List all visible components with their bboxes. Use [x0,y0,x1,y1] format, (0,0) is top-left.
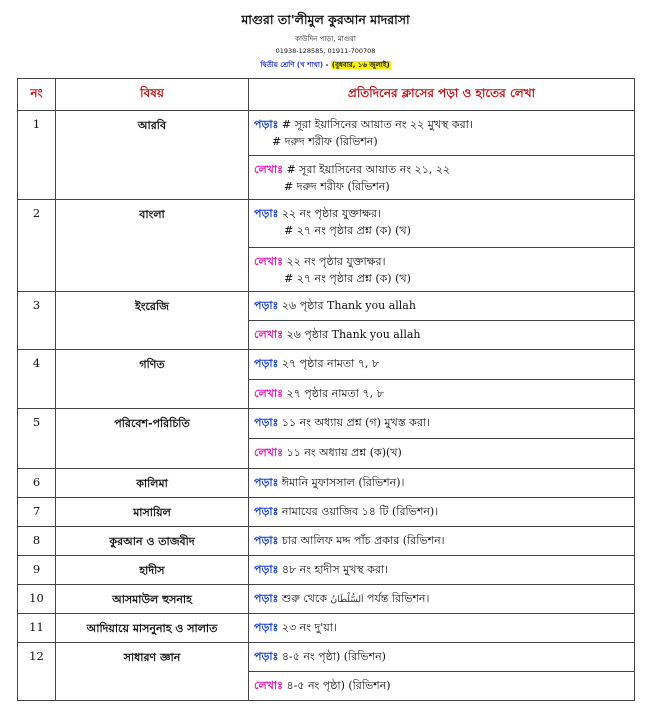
write-label: লেখাঃ [254,679,283,692]
read-cell [249,200,635,248]
table-row [18,409,635,439]
read-cell [249,498,635,527]
table-row [18,643,635,672]
row-subject: কুরআন ও তাজবীদ [56,527,249,556]
row-number: 10 [18,585,56,614]
read-cell [249,527,635,556]
date-label: (বুধবার, ১৬ জুলাই) [331,61,390,69]
header-task: প্রতিদিনের ক্লাসের পড়া ও হাতের লেখা [249,79,635,111]
write-label: লেখাঃ [254,163,283,176]
read-cell [249,643,635,672]
read-label: পড়াঃ [254,299,279,312]
row-subject: মাসায়িল [56,498,249,527]
write-label: লেখাঃ [254,328,283,341]
read-text: ৪৮ নং হাদীস মুখস্থ করা। [281,563,389,576]
read-text: ৪-৫ নং পৃষ্ঠা) (রিভিশন) [281,650,386,663]
write-text: ২২ নং পৃষ্ঠার যুক্তাক্ষর। [286,255,386,268]
read-cell [249,614,635,643]
write-label: লেখাঃ [254,255,283,268]
read-text: ২৩ নং দু'য়া। [281,621,337,634]
write-cell [249,380,635,409]
table-row [18,111,635,156]
row-subject: গণিত [56,350,249,409]
read-label: পড়াঃ [254,650,279,663]
table-header-row [18,79,635,111]
read-label: পড়াঃ [254,505,279,518]
row-number: 4 [18,350,56,409]
header-subject: বিষয় [56,79,249,111]
write-text-line2: # ২৭ নং পৃষ্ঠার প্রশ্ন (ক) (খ) [284,272,411,285]
read-cell [249,556,635,585]
read-text: চার আলিফ মদ্দ পাঁচ প্রকার (রিভিশন। [281,534,445,547]
class-separator: - [323,61,331,69]
write-label: লেখাঃ [254,446,283,459]
write-label: লেখাঃ [254,387,283,400]
row-subject: বাংলা [56,200,249,292]
read-label: পড়াঃ [254,416,279,429]
read-cell [249,409,635,439]
table-row [18,350,635,380]
write-cell [249,439,635,469]
write-cell [249,248,635,292]
row-number: 6 [18,469,56,498]
row-subject: হাদীস [56,556,249,585]
read-text: # সূরা ইয়াসিনের আয়াত নং ২২ মুখস্থ করা। [281,118,473,131]
write-text-line2: # দরুদ শরীফ (রিভিশন) [284,180,390,193]
read-text: ১১ নং অধ্যায় প্রশ্ন (গ) মুখস্ত করা। [281,416,431,429]
write-cell [249,156,635,200]
table-row [18,200,635,248]
row-subject: আদিয়ায়ে মাসনুনাহ ও সালাত [56,614,249,643]
read-label: পড়াঃ [254,118,279,131]
read-text: শুরু থেকে [281,592,327,605]
table-row [18,292,635,321]
row-number: 1 [18,111,56,200]
read-cell [249,292,635,321]
arabic-name-text: اَلسُّلْطَانُ [330,595,364,605]
row-number: 2 [18,200,56,292]
read-cell [249,350,635,380]
read-label: পড়াঃ [254,592,279,605]
read-text: ২৭ পৃষ্ঠার নামতা ৭, ৮ [281,357,380,370]
read-cell [249,111,635,156]
header-num: নং [18,79,56,111]
row-subject: কালিমা [56,469,249,498]
table-row [18,556,635,585]
row-subject: পরিবেশ-পরিচিতি [56,409,249,469]
read-label: পড়াঃ [254,534,279,547]
read-label: পড়াঃ [254,207,279,220]
class-line [0,59,651,71]
row-subject: আসমাউল হুসনাহ [56,585,249,614]
read-label: পড়াঃ [254,621,279,634]
row-subject: ইংরেজি [56,292,249,350]
write-text: # সূরা ইয়াসিনের আয়াত নং ২১, ২২ [286,163,451,176]
table-row [18,469,635,498]
write-text: ২৬ পৃষ্ঠার Thank you allah [286,328,421,341]
row-number: 12 [18,643,56,701]
write-cell [249,321,635,350]
table-row [18,585,635,614]
read-text: নামাযের ওয়াজিব ১৪ টি (রিভিশন)। [281,505,439,518]
read-text-line2: # দরুদ শরীফ (রিভিশন) [272,135,378,148]
read-label: পড়াঃ [254,563,279,576]
routine-table [17,78,635,701]
read-label: পড়াঃ [254,357,279,370]
read-cell [249,585,635,614]
row-number: 7 [18,498,56,527]
read-text: ২৬ পৃষ্ঠার Thank you allah [281,299,416,312]
table-row [18,527,635,556]
row-subject: আরবি [56,111,249,200]
read-label: পড়াঃ [254,476,279,489]
write-text: ২৭ পৃষ্ঠার নামতা ৭, ৮ [286,387,384,400]
write-text: ৪-৫ নং পৃষ্ঠা) (রিভিশন) [286,679,391,692]
row-number: 11 [18,614,56,643]
table-row [18,498,635,527]
row-number: 3 [18,292,56,350]
read-text-end: পর্যন্ত রিভিশন। [366,592,430,605]
school-name: মাগুরা তা'লীমুল কুরআন মাদরাসা [241,12,410,27]
school-phone: 01938-128585, 01911-700708 [275,47,376,55]
read-cell [249,469,635,498]
row-subject: সাধারণ জ্ঞান [56,643,249,701]
row-number: 9 [18,556,56,585]
school-address: কাউদিন পাড়া, মাগুরা [295,35,356,43]
read-text-line2: # ২৭ নং পৃষ্ঠার প্রশ্ন (ক) (খ) [284,224,411,237]
read-text: ২২ নং পৃষ্ঠার যুক্তাক্ষর। [281,207,381,220]
write-cell [249,672,635,701]
read-text: ঈমানি মুফাসসাল (রিভিশন)। [281,476,405,489]
table-row [18,614,635,643]
class-label: দ্বিতীয় শ্রেণি (খ শাখা) [260,61,324,69]
row-number: 8 [18,527,56,556]
row-number: 5 [18,409,56,469]
write-text: ১১ নং অধ্যায় প্রশ্ন (ক)(খ) [286,446,402,459]
